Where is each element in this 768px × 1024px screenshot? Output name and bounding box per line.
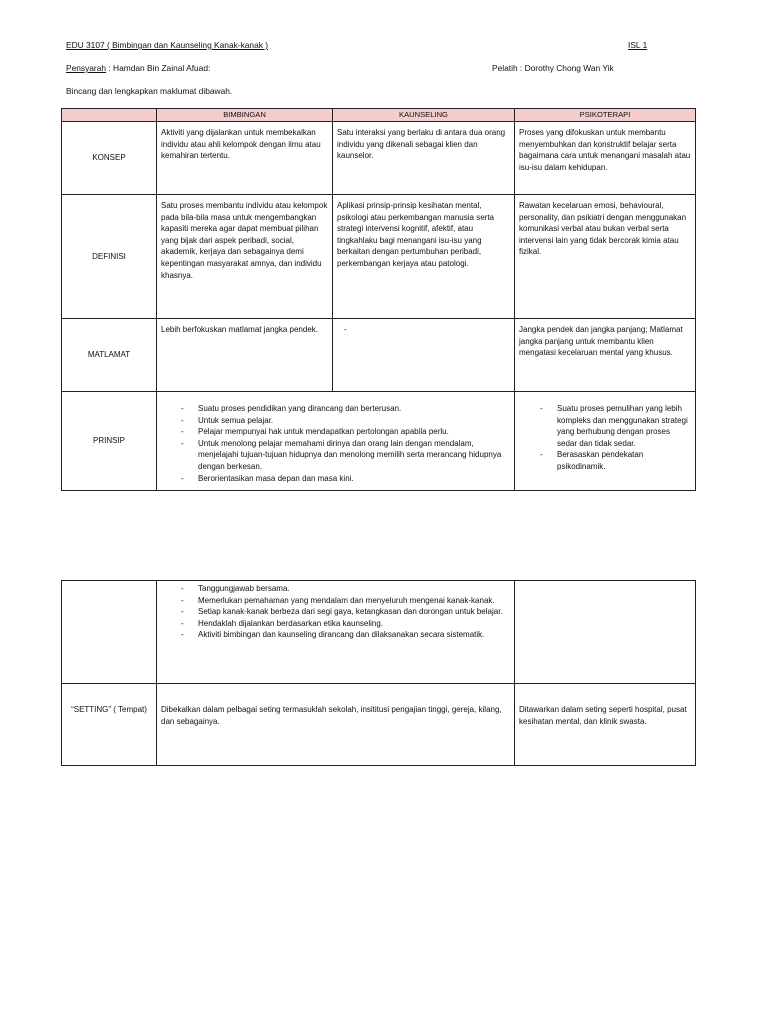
row-prinsip bbox=[62, 392, 696, 491]
row-definisi bbox=[62, 195, 696, 319]
prinsip-list bbox=[161, 403, 510, 484]
comparison-table-continued bbox=[61, 580, 696, 766]
cell-psikoterapi: Jangka pendek dan jangka panjang; Matlamat jangka panjang untuk membantu klien mengatasi kecelaruan mental yang khusus. bbox=[515, 319, 696, 392]
prinsip-psikoterapi-list bbox=[519, 403, 691, 473]
list-item: - Hendaklah dijalankan berdasarkan etika kaunseling. bbox=[198, 618, 510, 630]
list-item: - Aktiviti bimbingan dan kaunseling dirancang dan dilaksanakan secara sistematik. bbox=[198, 629, 510, 641]
cell-bimbingan: Satu proses membantu individu atau kelompok pada bila-bila masa untuk mengembangkan kapasiti mereka agar dapat membuat pilihan yang bijak dari aspek peribadi, social, akademik, kerjaya dan sebagainya demi kepentingan masyarakat amnya, dan individu khasnya. bbox=[157, 195, 333, 319]
list-item: - Pelajar mempunyai hak untuk mendapatkan pertolongan apabila perlu. bbox=[198, 426, 510, 438]
cell-shared-prinsip bbox=[157, 392, 515, 491]
row-setting bbox=[62, 684, 696, 766]
cell-bimbingan: Lebih berfokuskan matlamat jangka pendek. bbox=[157, 319, 333, 392]
row-matlamat bbox=[62, 319, 696, 392]
row-label: DEFINISI bbox=[62, 195, 157, 319]
cell-shared-prinsip bbox=[157, 581, 515, 684]
prinsip-list bbox=[161, 583, 510, 641]
cell-kaunseling: Aplikasi prinsip-prinsip kesihatan mental, psikologi atau perkembangan manusia serta strategi intervensi kognitif, afektif, atau tingkahlaku bagi menangani isu-isu yang berkaitan dengan pertumbuhan peribadi, perkembangan kerjaya atau patologi. bbox=[333, 195, 515, 319]
cell-kaunseling: Satu interaksi yang berlaku di antara dua orang individu yang dikenali sebagai klien dan kaunselor. bbox=[333, 122, 515, 195]
list-item: - Untuk menolong pelajar memahami dirinya dan orang lain dengan mendalam, menjelajahi tujuan-tujuan hidupnya dan menolong memilih serta merancang hidupnya dengan berkesan. bbox=[198, 438, 510, 473]
row-label: PRINSIP bbox=[62, 392, 157, 491]
header-psikoterapi: PSIKOTERAPI bbox=[515, 109, 696, 122]
trainee-line: Pelatih : Dorothy Chong Wan Yik bbox=[492, 63, 614, 73]
cell-psikoterapi: Proses yang difokuskan untuk membantu menyembuhkan dan konstruktif belajar serta bagaimana cara untuk menangani masalah atau isu-isu dalam kehidupan. bbox=[515, 122, 696, 195]
list-item: - Suatu proses pendidikan yang dirancang dan berterusan. bbox=[198, 403, 510, 415]
lecturer-line: Pensyarah : Hamdan Bin Zainal Afuad: bbox=[66, 63, 211, 73]
header-empty bbox=[62, 109, 157, 122]
list-item: - Suatu proses pemulihan yang lebih kompleks dan menggunakan strategi yang berhubung dengan proses sedar dan tidak sedar. bbox=[557, 403, 691, 449]
cell-psikoterapi bbox=[515, 581, 696, 684]
list-item: - Berasaskan pendekatan psikodinamik. bbox=[557, 449, 691, 472]
list-item: - Memerlukan pemahaman yang mendalam dan menyeluruh mengenai kanak-kanak. bbox=[198, 595, 510, 607]
row-konsep bbox=[62, 122, 696, 195]
list-item: - Untuk semua pelajar. bbox=[198, 415, 510, 427]
row-label: KONSEP bbox=[62, 122, 157, 195]
header-kaunseling: KAUNSELING bbox=[333, 109, 515, 122]
row-label: MATLAMAT bbox=[62, 319, 157, 392]
list-item: - Setiap kanak-kanak berbeza dari segi gaya, ketangkasan dan dorongan untuk belajar. bbox=[198, 606, 510, 618]
row-prinsip-continued bbox=[62, 581, 696, 684]
list-item: - Tanggungjawab bersama. bbox=[198, 583, 510, 595]
comparison-table bbox=[61, 108, 696, 491]
cell-psikoterapi: Rawatan kecelaruan emosi, behavioural, personality, dan psikiatri dengan menggunakan komunikasi verbal atau bukan verbal serta intervensi lain yang tidak bercorak kimia atau fizikal. bbox=[515, 195, 696, 319]
table-header-row bbox=[62, 109, 696, 122]
instruction: Bincang dan lengkapkan maklumat dibawah. bbox=[66, 86, 233, 96]
cell-bimbingan: Aktiviti yang dijalankan untuk membekalkan individu atau ahli kelompok dengan ilmu atau kemahiran tertentu. bbox=[157, 122, 333, 195]
course-code: ISL 1 bbox=[628, 40, 648, 50]
cell-psikoterapi bbox=[515, 392, 696, 491]
list-item: - Berorientasikan masa depan dan masa kini. bbox=[198, 473, 510, 485]
cell-psikoterapi: Ditawarkan dalam seting seperti hospital, pusat kesihatan mental, dan klinik swasta. bbox=[515, 684, 696, 766]
row-label: “SETTING” ( Tempat) bbox=[62, 684, 157, 766]
cell-shared-setting: Dibekalkan dalam pelbagai seting termasuklah sekolah, insititusi pengajian tinggi, gereja, kilang, dan sebagainya. bbox=[157, 684, 515, 766]
header-bimbingan: BIMBINGAN bbox=[157, 109, 333, 122]
row-label bbox=[62, 581, 157, 684]
cell-kaunseling: - bbox=[333, 319, 515, 392]
course-title: EDU 3107 ( Bimbingan dan Kaunseling Kanak-kanak ) bbox=[66, 40, 269, 50]
